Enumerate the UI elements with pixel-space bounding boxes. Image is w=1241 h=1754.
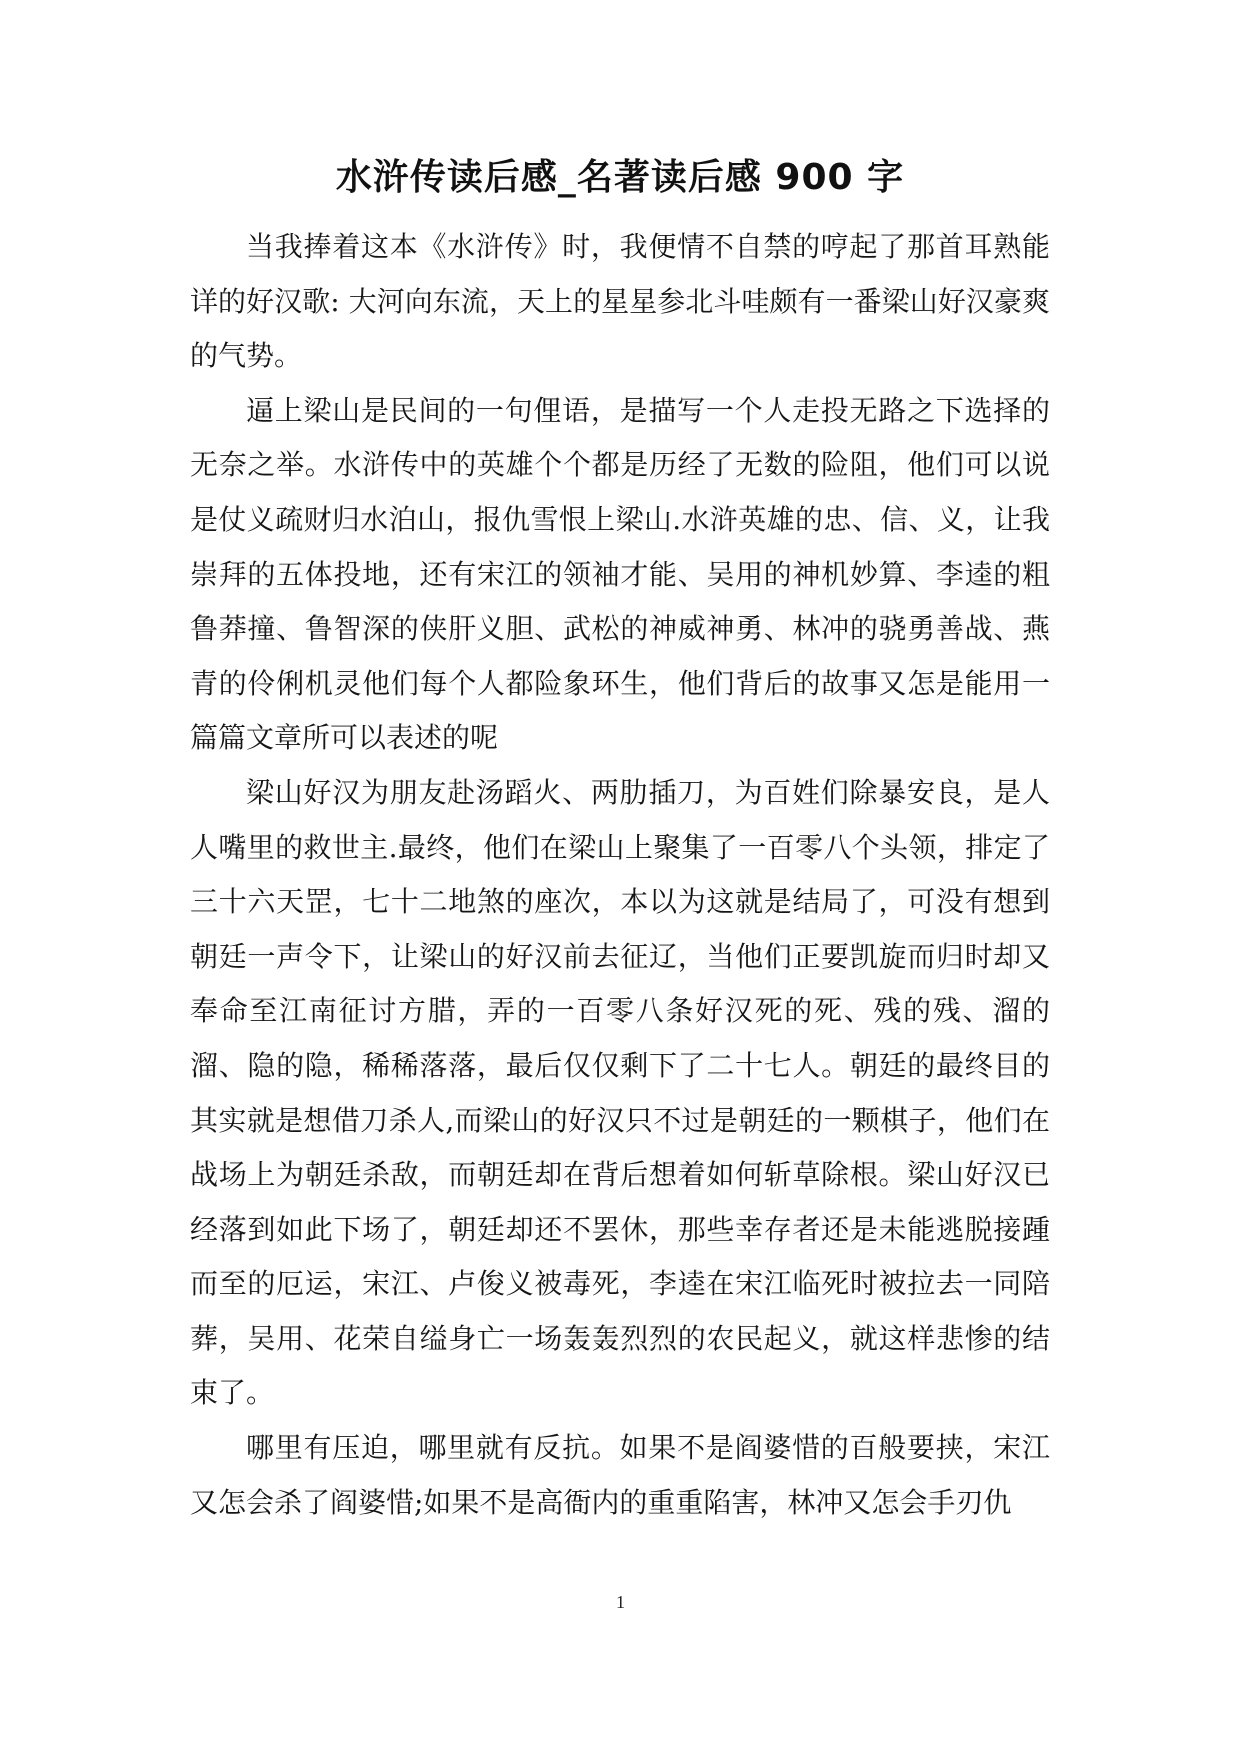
paragraph-3: 梁山好汉为朋友赴汤蹈火、两肋插刀，为百姓们除暴安良，是人人嘴里的救世主.最终，他们在梁山上聚集了一百零八个头领，排定了三十六天罡，七十二地煞的座次，本以为这就是结局了，可没有想到朝廷一声令下，让梁山的好汉前去征辽，当他们正要凯旋而归时却又奉命至江南征讨方腊，弄的一百零八条好汉死的死、残的残、溜的溜、隐的隐，稀稀落落，最后仅仅剩下了二十七人。朝廷的最终目的其实就是想借刀杀人,而梁山的好汉只不过是朝廷的一颗棋子，他们在战场上为朝廷杀敌，而朝廷却在背后想着如何斩草除根。梁山好汉已经落到如此下场了，朝廷却还不罢休，那些幸存者还是未能逃脱接踵而至的厄运，宋江、卢俊义被毒死，李逵在宋江临死时被拉去一同陪葬，吴用、花荣自缢身亡一场轰轰烈烈的农民起义，就这样悲惨的结束了。 xyxy=(190,775,1050,1410)
page-number: 1 xyxy=(616,1592,625,1612)
paragraph-4: 哪里有压迫，哪里就有反抗。如果不是阎婆惜的百般要挟，宋江又怎会杀了阎婆惜;如果不是高衙内的重重陷害，林冲又怎会手刃仇 xyxy=(190,1431,1050,1519)
document-body xyxy=(190,220,1050,1530)
paragraph-1: 当我捧着这本《水浒传》时，我便情不自禁的哼起了那首耳熟能详的好汉歌: 大河向东流，天上的星星参北斗哇颇有一番梁山好汉豪爽的气势。 xyxy=(190,230,1050,373)
document-title: 水浒传读后感_名著读后感 900 字 xyxy=(335,157,905,198)
paragraph-2: 逼上梁山是民间的一句俚语，是描写一个人走投无路之下选择的无奈之举。水浒传中的英雄个个都是历经了无数的险阻，他们可以说是仗义疏财归水泊山，报仇雪恨上梁山.水浒英雄的忠、信、义，让我崇拜的五体投地，还有宋江的领袖才能、吴用的神机妙算、李逵的粗鲁莽撞、鲁智深的侠肝义胆、武松的神威神勇、林冲的骁勇善战、燕青的伶俐机灵他们每个人都险象环生，他们背后的故事又怎是能用一篇篇文章所可以表述的呢 xyxy=(190,393,1050,755)
